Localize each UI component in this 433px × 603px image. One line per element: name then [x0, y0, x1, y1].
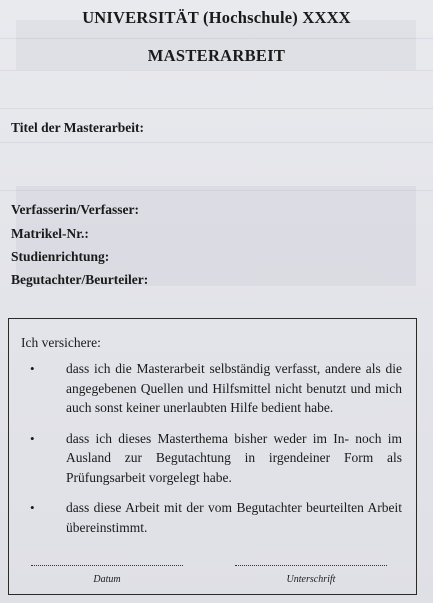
declaration-item-text: dass ich dieses Masterthema bisher weder im In- noch im Ausland zur Begutachtung in irgendeiner Form als Prüfungsarbeit vorgelegt habe.: [66, 430, 402, 485]
study-program-label: Studienrichtung:: [11, 249, 110, 264]
bleed-line: [0, 142, 433, 143]
declaration-item: [9, 359, 416, 418]
declaration-item: [9, 429, 416, 488]
bullet-icon: •: [30, 430, 35, 446]
declaration-item: [9, 498, 416, 537]
declaration-list: [9, 359, 416, 548]
signature-row: [9, 565, 416, 593]
matrikel-label: Matrikel-Nr.:: [11, 226, 89, 241]
date-line: [31, 565, 183, 567]
thesis-title-label: Titel der Masterarbeit:: [11, 120, 144, 135]
declaration-box: [8, 318, 417, 595]
university-title: UNIVERSITÄT (Hochschule) XXXX: [82, 8, 351, 27]
declaration-item-text: dass ich die Masterarbeit selbständig verfasst, andere als die angegebenen Quellen und Hilfsmittel nicht benutzt und mich auch sonst keiner unerlaubten Hilfe bedient habe.: [66, 361, 402, 415]
author-label: Verfasserin/Verfasser:: [11, 202, 139, 217]
date-label: Datum: [93, 574, 121, 585]
bullet-icon: •: [30, 500, 35, 515]
declaration-item-text: dass diese Arbeit mit der vom Begutachter beurteilten Arbeit übereinstimmt.: [66, 500, 402, 535]
declaration-intro: Ich versichere:: [21, 335, 101, 350]
bleed-line: [0, 108, 433, 109]
document-type-title: MASTERARBEIT: [147, 46, 286, 65]
signature-field: [231, 565, 391, 585]
signature-label: Unterschrift: [286, 574, 336, 585]
reviewer-label: Begutachter/Beurteiler:: [11, 272, 149, 287]
date-field: [27, 565, 187, 585]
bleed-line: [0, 70, 433, 71]
signature-line: [235, 565, 387, 567]
bullet-icon: •: [30, 361, 35, 376]
